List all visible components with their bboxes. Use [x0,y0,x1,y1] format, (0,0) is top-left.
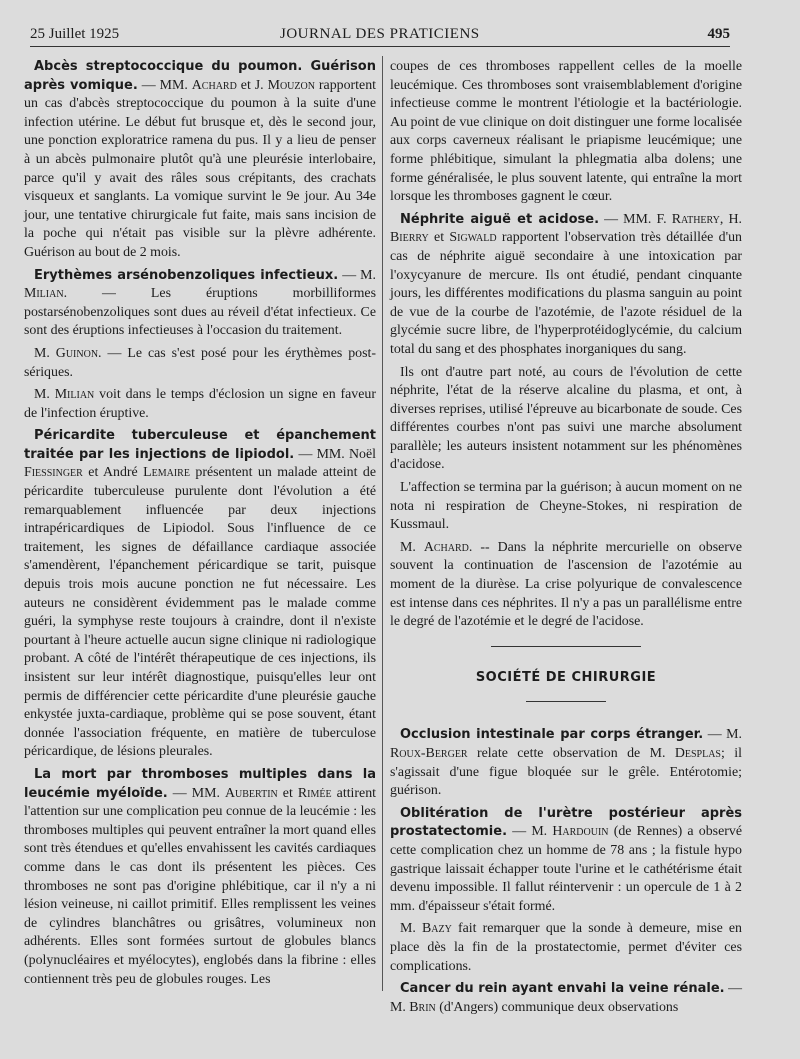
author-name: Bazy [421,921,452,937]
right-column-chirurgie-articles [390,726,742,1017]
author-name: Brin [409,999,436,1015]
article-heading: Abcès streptococcique du poumon. Guérison après vomique. [24,59,376,93]
body-text: M. [400,921,422,937]
author-name: Hardouin [552,824,609,840]
author-name: Sigwald [449,230,497,246]
body-text: . — Les éruptions morbilliformes postarsénobenzoliques sont dues au réveil d'état infectieux. Ce sont des éruptions infectieuses à l'occasion du traitement. [24,286,376,339]
author-name: Achard [423,539,469,555]
author-name: Mouzon [267,77,315,93]
article-heading: Erythèmes arsénobenzoliques infectieux. [34,267,339,283]
section-rule-bottom [526,701,606,702]
journal-title: JOURNAL DES PRATICIENS [280,26,480,42]
left-column [24,58,376,993]
paragraph [390,479,742,535]
body-text: M. [34,387,55,403]
body-text: relate cette observation de M. [467,746,675,761]
article-paragraph [24,766,376,989]
body-text: — MM. Noël [294,446,376,462]
page-header [30,24,730,47]
article-paragraph [24,427,376,762]
body-text: Ils ont d'autre part noté, au cours de l'évolution de cette néphrite, l'état de la réserve alcaline du plasma, et ont, à diverses reprises, utilisé l'épreuve au bicarbonate de soude. Ces différentes courbes n'ont pas suivi une marche absolument parallèle; les auteurs insistent notamment sur les phénomènes d'acidose. [390,364,742,473]
article-paragraph [24,58,376,263]
body-text: attirent l'attention sur une complication peu connue de la leucémie : les thromboses multiples qui peuvent entraîner la mort quand elles sont très étendues et qu'elles envahissent les cavités cardiaques comme dans le cas dont ils présentent les pièces. Ces thromboses ne sont pas d'origine phlébitique, car il n'y a ni lésion veineuse, ni caillot primitif. Elles remplissent les veines de cylindres blanchâtres ou grisâtres, volumineux non adhérents. Elles sont formées surtout de globules blancs (polynucléaires et myélocytes), englobés dans la fibrine : elles contiennent très peu de globules rouges. Les [24,785,377,987]
author-name: Achard [191,77,237,93]
author-name: Milian [24,286,64,302]
body-text: présentent un malade atteint de péricardite tuberculeuse purulente dont l'évolution a été remarquablement influencée par deux injections intrapéricardiques de Lipiodol. Sous l'influence de ce traitement, les signes de défaillance cardiaque associée s'amendèrent, l'épanchement péricardique se tarit, puisque depuis trois mois aucune ponction ne fut nécessaire. Les auteurs ne considèrent évidemment pas le malade comme guéri, la symphyse reste toujours à craindre, dont il n'existe pourtant à l'heure actuelle aucun signe clinique ni radiologique probant. A côté de l'intérêt thérapeutique de ces injections, ils insistent sur leur intérêt diagnostique, puisqu'elles leur ont permis de différencier cette péricardite d'une pleurésie gauche enkystée juxta-cardiaque, problème qui se pose souvent, étant donnée l'association fréquente, en matière de tuberculose péricardique, de lésions pleurales. [24,465,376,760]
body-text: . -- Dans la néphrite mercurielle on observe souvent la continuation de l'ascension de l'azotémie au moment de la diurèse. La crise polyurique de convalescence est intense dans ces néphrites. Il n'y a pas un parallélisme entre le degré de l'azotémie et le degré de l'acidose. [390,539,742,630]
body-text: rapportent un cas d'abcès streptococcique du poumon à la suite d'une infection utérine. Le début fut brusque et, dès le second jour, une ponction exploratrice ramena du pus. Il y a lieu de penser à un abcès pulmonaire plutôt qu'à une pleurésie interlobaire, parce qu'il y avait des râles sous crépitants, des crachats visqueux et sanglants. La vomique survint le 9e jour. Au 34e jour, une tentative chirurgicale fut faite, mais sans incision de la poche qui n'était pas visible sur la plèvre adhérente. Guérison au bout de 2 mois. [24,77,377,260]
author-name: Roux-Berger [390,746,468,761]
section-title: SOCIÉTÉ DE CHIRURGIE [475,669,657,685]
section-rule-top [491,646,641,647]
body-text: — MM. F. [599,211,672,227]
body-text: et [428,230,450,246]
body-text: — M. [390,981,742,1015]
paragraph [24,345,376,382]
paragraph [390,539,742,632]
body-text: voit dans le temps d'éclosion un signe en faveur de l'infection éruptive. [24,387,376,421]
body-text: fait remarquer que la sonde à demeure, mise en place dès la fin de la prostatectomie, permet d'éviter ces complications. [390,921,743,974]
body-text: et [277,785,298,801]
author-name: Bierry [390,230,429,246]
body-text: , H. [719,211,742,227]
article-heading: Occlusion intestinale par corps étranger. [400,727,704,743]
body-text: rapportent l'observation très détaillée d'un cas de néphrite aiguë secondaire à une intoxication par l'oxycyanure de mercure. Ils ont étudié, pendant cinquante jours, les différentes modifications du plasma sanguin au point de vue de la courbe de l'azotémie, de l'azote résiduel de la glycémie sucre libre, de l'hyperprotéidoglycémie, du calcium total du sang et des phosphates inorganiques du sang. [390,230,742,357]
article-heading: Péricardite tuberculeuse et épanchement traitée par les injections de lipiodol. [24,428,376,462]
body-text: (de Rennes) a observé cette complication chez un homme de 78 ans ; la fistule hypo gastrique laissait échapper toute l'urine et le cathétérisme était devenu impossible. Il fallut réintervenir : un opercule de 1 à 2 mm. d'épaisseur s'était formé. [390,824,742,914]
body-text: M. [400,539,424,555]
body-text: L'affection se termina par la guérison; à aucun moment on ne nota ni respiration de Cheyne-Stokes, ni respiration de Kussmaul. [390,480,742,533]
article-heading: La mort par thromboses multiples dans la leucémie myéloïde. [24,766,376,801]
author-name: Fiessinger [24,465,83,481]
article-paragraph [24,267,376,341]
body-text: — MM. [137,77,192,93]
right-column [390,58,742,1021]
body-text: — M. [507,824,553,840]
author-name: Aubertin [224,785,278,801]
article-heading: Cancer du rein ayant envahi la veine rénale. [400,981,725,997]
right-column-articles [390,58,742,632]
author-name: Guinon [55,345,99,361]
paragraph [390,364,742,476]
author-name: Desplas [674,746,721,761]
body-text: — M. [338,267,376,283]
body-text: et J. [236,77,268,93]
body-text: — MM. [167,785,225,801]
article-paragraph [390,805,742,917]
column-divider [382,56,383,991]
paragraph [390,58,742,207]
body-text: . — Le cas s'est posé pour les érythèmes post-sériques. [24,345,377,380]
article-heading: Néphrite aiguë et acidose. [400,211,600,227]
article-paragraph [390,726,742,800]
paragraph [390,920,742,976]
author-name: Rathery [671,211,720,227]
author-name: Milian [54,387,95,403]
page-number: 495 [707,26,730,42]
issue-date: 25 Juillet 1925 [30,26,120,42]
paragraph [24,386,376,423]
body-text: — M. [703,727,742,743]
body-text: (d'Angers) communique deux observations [435,999,679,1015]
article-paragraph [390,211,742,360]
author-name: Rimée [297,785,332,801]
body-text: coupes de ces thromboses rappellent celles de la moelle leucémique. Ces thromboses sont vraisemblablement d'origine infectieuse comme le montrent l'étiologie et la bactériologie. Au point de vue clinique on doit distinguer une forme localisée aux corps caverneux réalisant le priapisme leucémique; une forme phlébitique, simulant la phlegmatia alba dolens; une forme généralisée, le plus souvent latente, qui entraîne la mort lorsque les thromboses gagnent le cœur. [390,59,742,205]
body-text: ; il s'agissait d'une figue bloquée sur le grêle. Entérotomie; guérison. [390,746,742,799]
body-text: M. [34,345,56,361]
article-heading: Oblitération de l'urètre postérieur après prostatectomie. [390,805,742,840]
author-name: Lemaire [143,465,190,481]
article-paragraph [390,980,742,1017]
body-text: et André [82,465,144,481]
